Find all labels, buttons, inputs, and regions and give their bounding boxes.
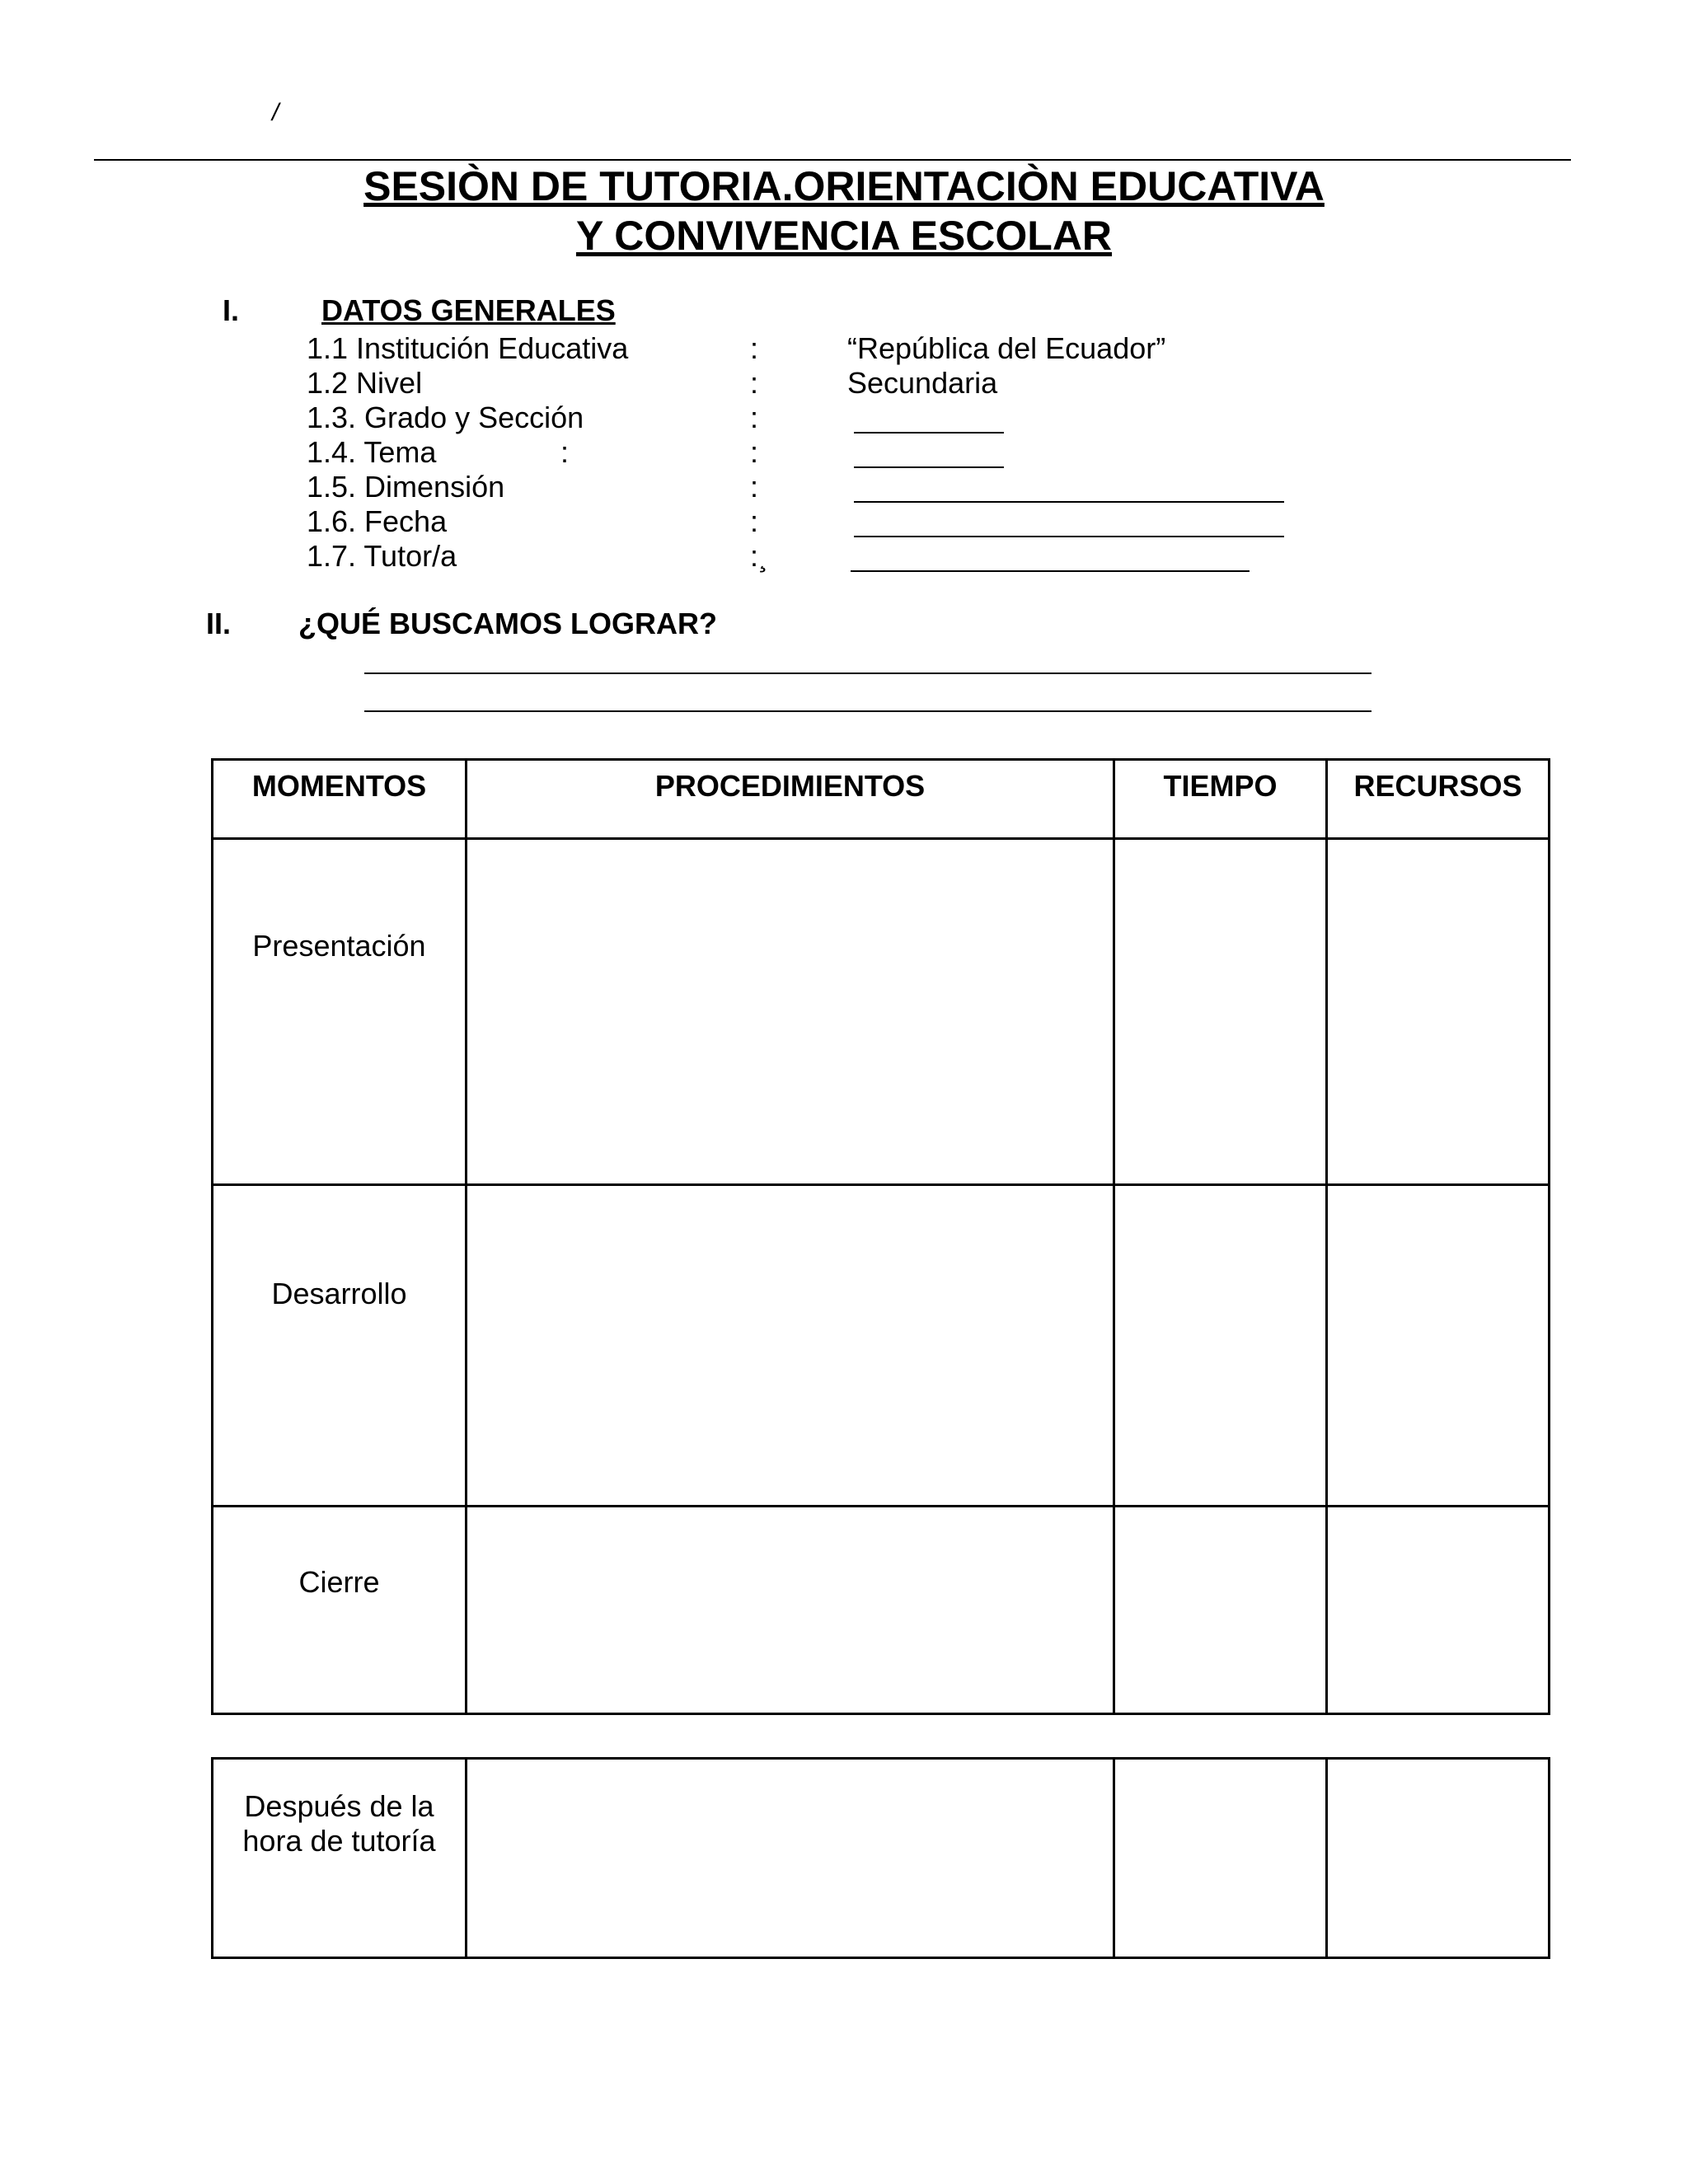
field-label-dimension: 1.5. Dimensión (307, 470, 505, 504)
corner-mark: / (272, 99, 279, 126)
blank-grado-seccion[interactable] (854, 432, 1004, 434)
section-1-title: DATOS GENERALES (321, 293, 616, 327)
after-session-table (211, 1757, 1550, 1959)
procedimientos-cell[interactable] (467, 1507, 1114, 1714)
section-2-title: ¿QUÉ BUSCAMOS LOGRAR? (298, 607, 717, 640)
table-header-row (213, 760, 1550, 839)
recursos-cell[interactable] (1327, 1507, 1550, 1714)
header-procedimientos: PROCEDIMIENTOS (467, 760, 1114, 839)
tiempo-cell[interactable] (1114, 1507, 1327, 1714)
field-inner-colon: : (560, 435, 570, 469)
recursos-cell[interactable] (1327, 1185, 1550, 1507)
moment-label-cierre: Cierre (298, 1565, 380, 1599)
recursos-cell[interactable] (1327, 1759, 1550, 1958)
moment-label-despues-line-1: Después de la (244, 1789, 434, 1823)
section-2-number: II. (206, 607, 232, 640)
field-colon: : (750, 435, 759, 469)
field-colon: : (750, 504, 759, 538)
table-row (213, 1185, 1550, 1507)
table-row (213, 839, 1550, 1185)
tiempo-cell[interactable] (1114, 839, 1327, 1185)
field-colon: : (750, 401, 759, 434)
moment-cell (213, 1759, 467, 1958)
field-value-nivel: Secundaria (847, 366, 998, 400)
recursos-cell[interactable] (1327, 839, 1550, 1185)
field-label-fecha: 1.6. Fecha (307, 504, 448, 538)
blank-tema[interactable] (854, 466, 1004, 468)
section-1-number: I. (223, 293, 240, 327)
moment-cell (213, 1185, 467, 1507)
field-label-institucion: 1.1 Institución Educativa (307, 331, 629, 365)
table-row (213, 1759, 1550, 1958)
document-title-line-1: SESIÒN DE TUTORIA.ORIENTACIÒN EDUCATIVA (363, 163, 1325, 209)
header-momentos: MOMENTOS (213, 760, 467, 839)
field-colon: :¸ (750, 539, 768, 573)
field-colon: : (750, 470, 759, 504)
writing-line-2[interactable] (364, 710, 1372, 712)
moment-label-presentacion: Presentación (252, 929, 426, 963)
field-label-nivel: 1.2 Nivel (307, 366, 423, 400)
procedimientos-cell[interactable] (467, 839, 1114, 1185)
tiempo-cell[interactable] (1114, 1759, 1327, 1958)
header-recursos: RECURSOS (1327, 760, 1550, 839)
field-colon: : (750, 331, 759, 365)
field-value-institucion: “República del Ecuador” (847, 331, 1166, 365)
table-row (213, 1507, 1550, 1714)
moment-label-desarrollo: Desarrollo (271, 1277, 407, 1310)
field-colon: : (750, 366, 759, 400)
top-rule (94, 159, 1571, 161)
document-title-line-2: Y CONVIVENCIA ESCOLAR (575, 213, 1113, 259)
moment-cell (213, 1507, 467, 1714)
blank-dimension[interactable] (854, 501, 1284, 503)
blank-fecha[interactable] (854, 536, 1284, 537)
tiempo-cell[interactable] (1114, 1185, 1327, 1507)
session-table (211, 758, 1550, 1715)
procedimientos-cell[interactable] (467, 1185, 1114, 1507)
field-label-grado-seccion: 1.3. Grado y Sección (307, 401, 584, 434)
moment-cell (213, 839, 467, 1185)
header-tiempo: TIEMPO (1114, 760, 1327, 839)
writing-line-1[interactable] (364, 673, 1372, 674)
field-label-tema: 1.4. Tema (307, 435, 437, 469)
procedimientos-cell[interactable] (467, 1759, 1114, 1958)
field-label-tutor: 1.7. Tutor/a (307, 539, 457, 573)
blank-tutor[interactable] (851, 570, 1250, 572)
moment-label-despues-line-2: hora de tutoría (242, 1824, 436, 1858)
